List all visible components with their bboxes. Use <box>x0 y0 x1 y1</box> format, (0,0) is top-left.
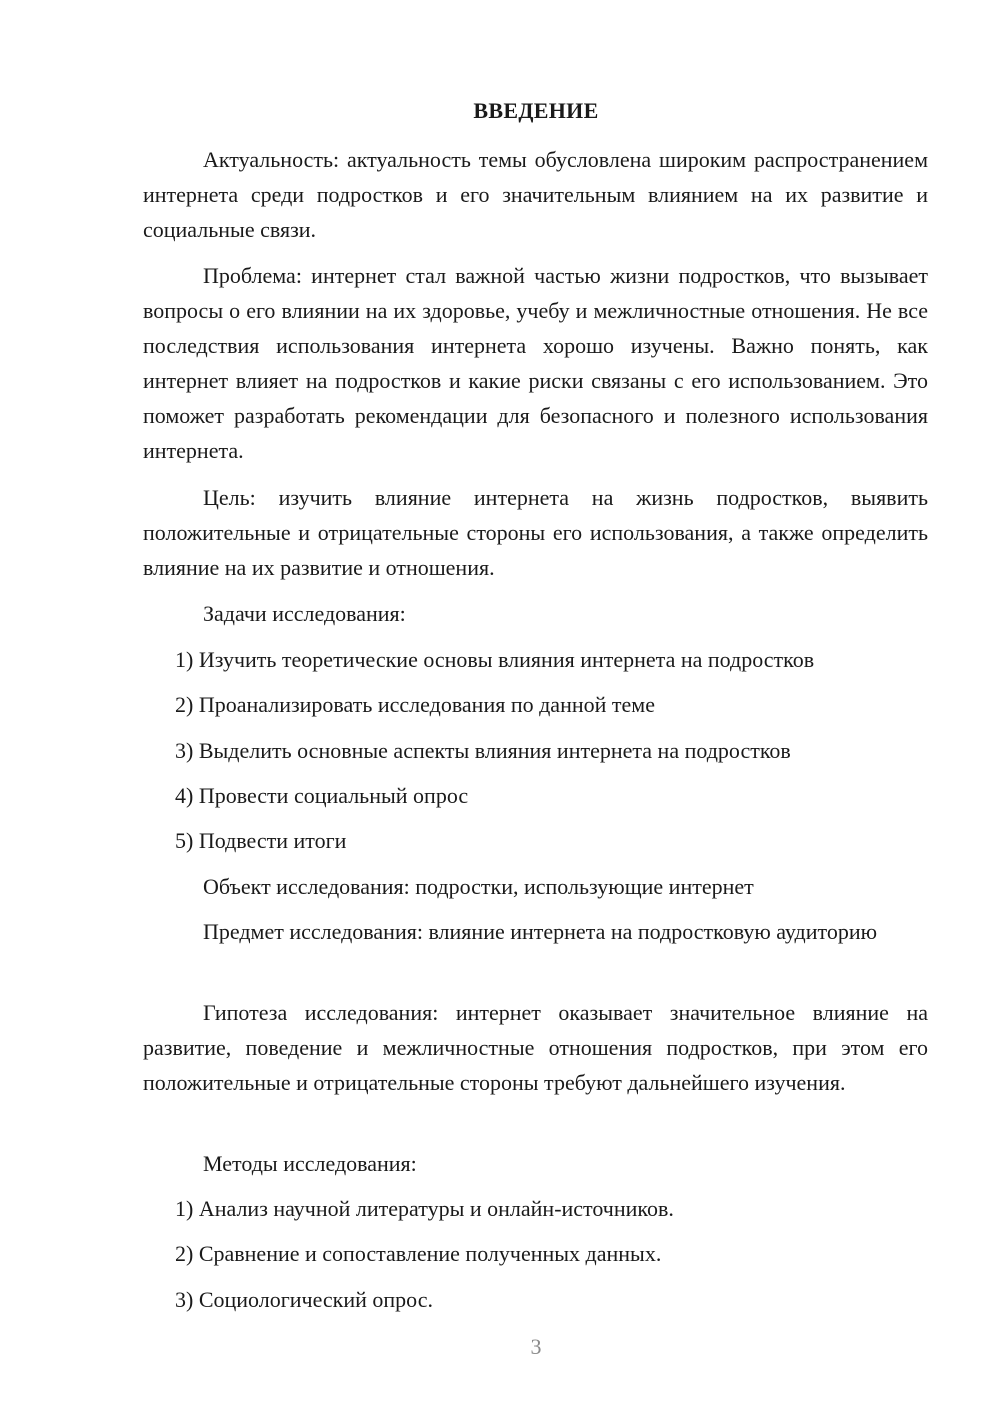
subject-paragraph: Предмет исследования: влияние интернета на подростковую аудиторию <box>203 919 878 944</box>
task-item: 5) Подвести итоги <box>175 828 347 853</box>
task-item: 3) Выделить основные аспекты влияния интернета на подростков <box>175 738 791 763</box>
problem-paragraph: Проблема: интернет стал важной частью жизни подростков, что вызывает вопросы о его влиянии на их здоровье, учебу и межличностные отношения. Не все последствия использования интернета хорошо изучены. Важно понять, как интернет влияет на подростков и какие риски связаны с его использованием. Это поможет разработать рекомендации для безопасного и полезного использования интернета. <box>143 263 928 463</box>
methods-heading: Методы исследования: <box>203 1151 417 1176</box>
page-title: ВВЕДЕНИЕ <box>473 98 599 123</box>
task-item: 4) Провести социальный опрос <box>175 783 469 808</box>
task-item: 2) Проанализировать исследования по данной теме <box>175 692 655 717</box>
relevance-paragraph: Актуальность: актуальность темы обусловлена широким распространением интернета среди подростков и его значительным влиянием на их развитие и социальные связи. <box>143 147 928 242</box>
method-item: 2) Сравнение и сопоставление полученных данных. <box>175 1241 662 1266</box>
object-line: Объект исследования: подростки, использующие интернет <box>203 874 754 899</box>
method-item: 3) Социологический опрос. <box>175 1287 433 1312</box>
tasks-heading: Задачи исследования: <box>203 601 406 626</box>
hypothesis-paragraph: Гипотеза исследования: интернет оказывает значительное влияние на развитие, поведение и межличностные отношения подростков, при этом его положительные и отрицательные стороны требуют дальнейшего изучения. <box>143 1000 928 1095</box>
goal-paragraph: Цель: изучить влияние интернета на жизнь подростков, выявить положительные и отрицательные стороны его использования, а также определить влияние на их развитие и отношения. <box>143 485 928 580</box>
page-number: 3 <box>530 1334 542 1359</box>
task-item: 1) Изучить теоретические основы влияния интернета на подростков <box>175 647 815 672</box>
method-item: 1) Анализ научной литературы и онлайн-источников. <box>175 1196 674 1221</box>
